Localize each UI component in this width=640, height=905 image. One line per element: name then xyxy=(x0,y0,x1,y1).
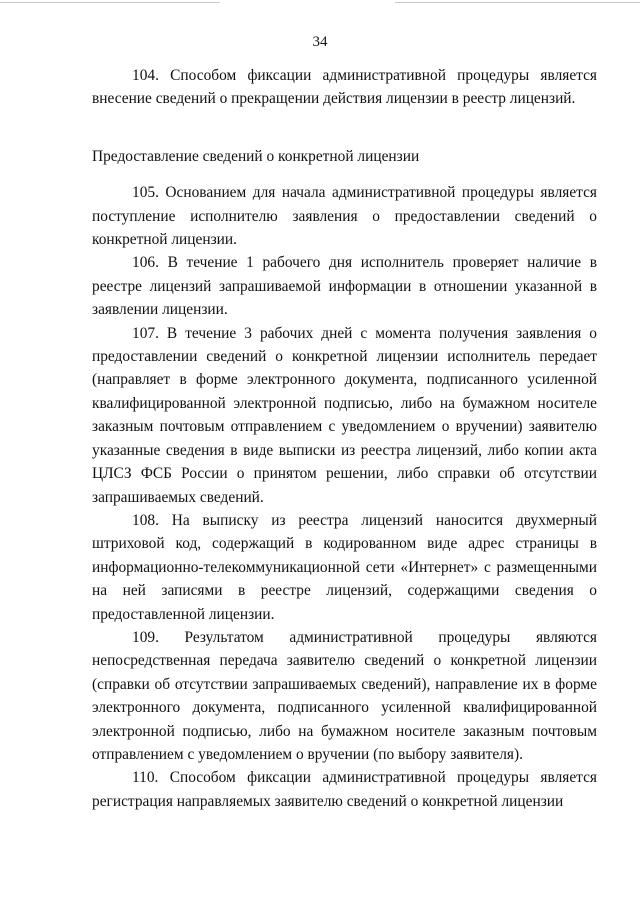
page-number: 34 xyxy=(312,34,328,50)
paragraph-104: 104. Способом фиксации административной процедуры является внесение сведений о прекращении действия лицензии в реестр лицензий. xyxy=(92,67,597,108)
paragraph-106: 106. В течение 1 рабочего дня исполнитель проверяет наличие в реестре лицензий запрашиваемой информации в отношении указанной в заявлении лицензии. xyxy=(92,254,597,319)
border-segment xyxy=(0,2,220,3)
paragraph-105: 105. Основанием для начала административной процедуры является поступление исполнителю заявления о предоставлении сведений о конкретной лицензии. xyxy=(92,184,597,249)
paragraph-108: 108. На выписку из реестра лицензий наносится двухмерный штриховой код, содержащий в кодированном виде адрес страницы в информационно-телекоммуникационной сети «Интернет» с размещенными на ней записями в реестре лицензий, содержащими сведения о предоставленной лицензии. xyxy=(92,511,597,623)
document-body xyxy=(92,64,597,813)
section-heading: Предоставление сведений о конкретной лицензии xyxy=(92,147,420,165)
paragraph-109: 109. Результатом административной процедуры являются непосредственная передача заявителю сведений о конкретной лицензии (справки об отсутствии запрашиваемых сведений), направление их в форме электронного документа, подписанного усиленной квалифицированной электронной подписью, либо на бумажном носителе заказным почтовым отправлением с уведомлением о вручении (по выбору заявителя). xyxy=(92,628,597,763)
paragraph-107: 107. В течение 3 рабочих дней с момента получения заявления о предоставлении сведений о конкретной лицензии исполнитель передает (направляет в форме электронного документа, подписанного усиленной квалифицированной электронной подписью, либо на бумажном носителе заказным почтовым отправлением с уведомлением о вручении) заявителю указанные сведения в виде выписки из реестра лицензий, либо копии акта ЦЛСЗ ФСБ России о принятом решении, либо справки об отсутствии запрашиваемых сведений. xyxy=(92,324,597,506)
page-top-border xyxy=(0,0,640,4)
paragraph-110: 110. Способом фиксации административной процедуры является регистрация направляемых заявителю сведений о конкретной лицензии xyxy=(92,769,597,810)
border-segment xyxy=(395,2,640,3)
